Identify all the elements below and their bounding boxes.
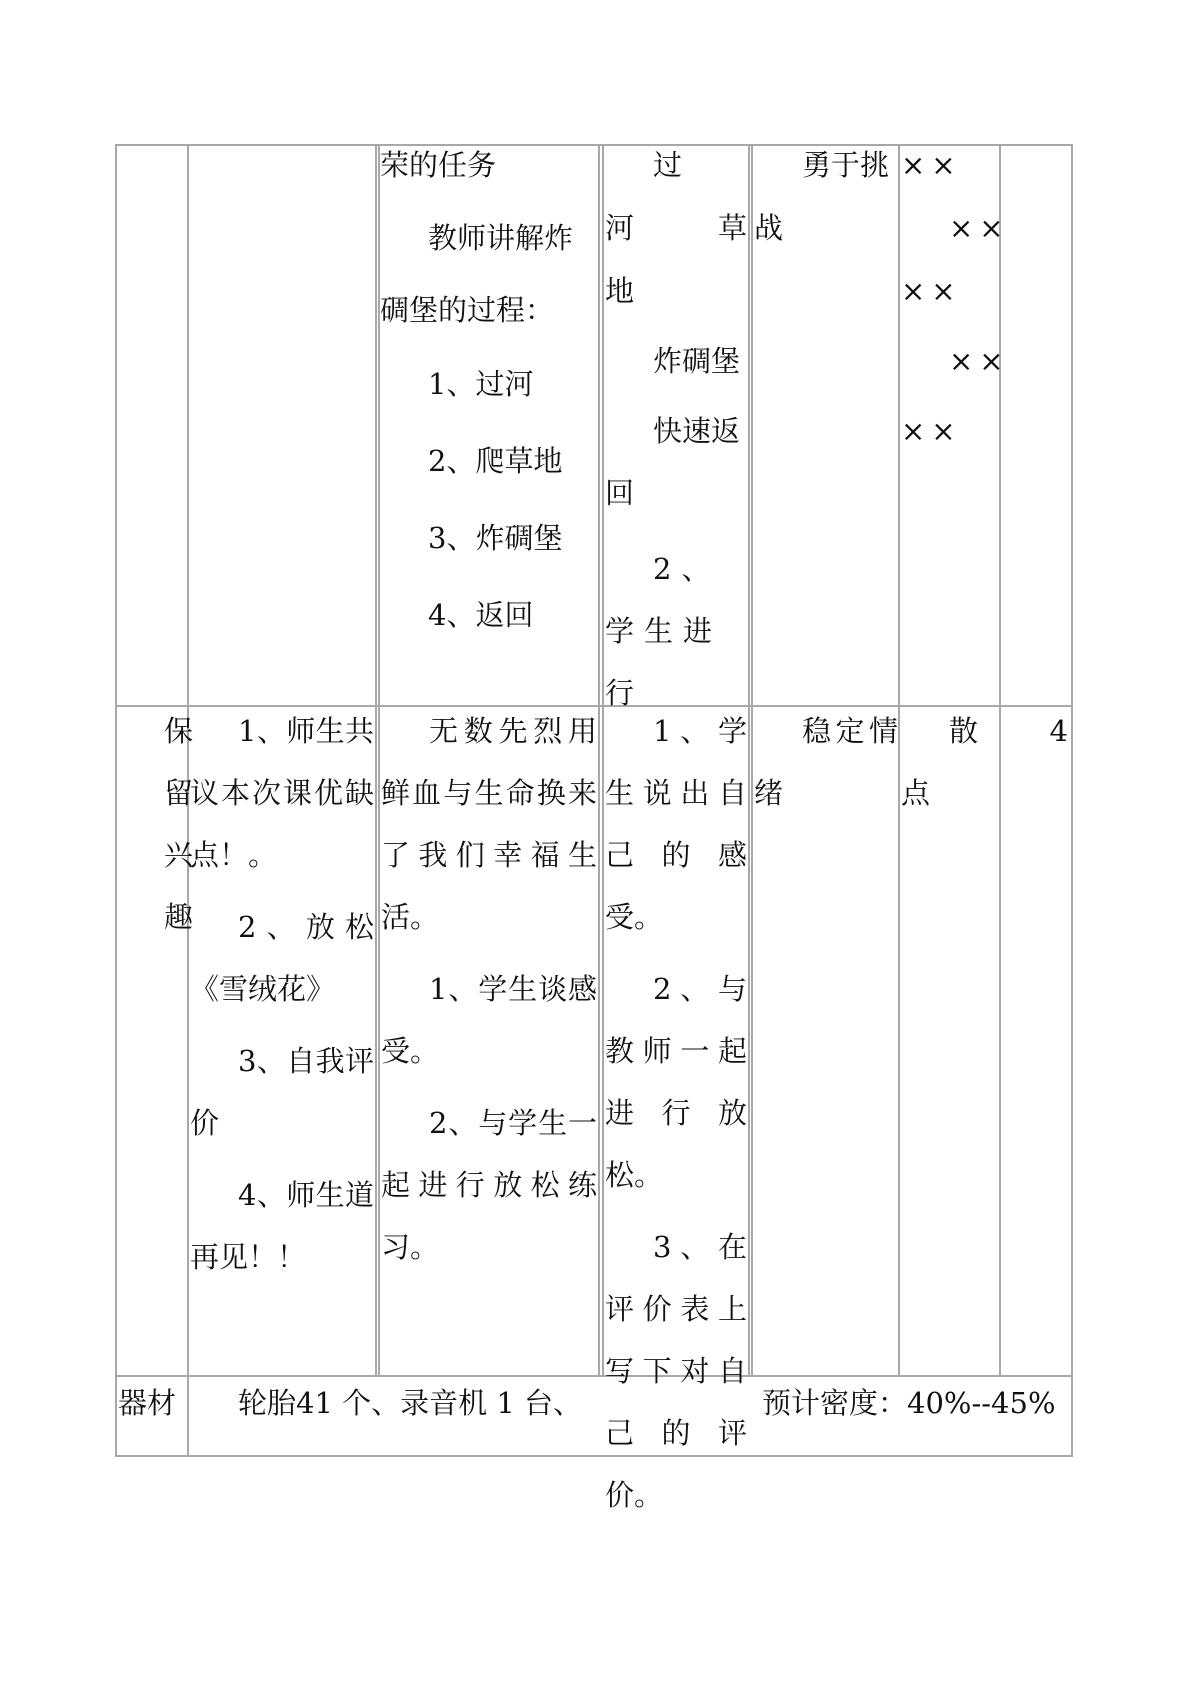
student-line: 炸碉堡 xyxy=(653,344,741,378)
task-line: 1、师生共议本次课优缺点！。 xyxy=(190,714,374,872)
section-label: 保留兴趣 xyxy=(164,714,194,934)
task-line: 4、师生道再见！！ xyxy=(190,1178,374,1274)
formation-line: ×× xyxy=(901,414,962,448)
mid-task-cell xyxy=(190,700,374,1288)
student-line: 草 xyxy=(717,211,747,245)
equipment-label: 器材 xyxy=(118,1386,177,1420)
teacher-line: 2、与学生一起进行放松练习。 xyxy=(381,1106,597,1264)
content-line: 1、过河 xyxy=(428,367,534,401)
content-line: 4、返回 xyxy=(428,598,534,632)
top-student-cell xyxy=(605,134,747,724)
formation-line: ×× xyxy=(901,148,962,182)
student-line: 快速返回 xyxy=(605,414,741,510)
student-line: 2、与教师一起进行放松。 xyxy=(605,972,747,1192)
teacher-line: 无数先烈用鲜血与生命换来了我们幸福生活。 xyxy=(381,714,597,934)
student-line: 3、在评价表上写下对自己的评价。 xyxy=(605,1230,747,1512)
student-line: 过 xyxy=(653,148,683,182)
task-line: 3、自我评价 xyxy=(190,1044,374,1140)
goal-line: 勇于挑 xyxy=(802,148,890,182)
density-text: 预计密度：40%--45% xyxy=(762,1386,1056,1420)
time-value: 4 xyxy=(1049,714,1068,748)
top-goal-cell xyxy=(754,134,898,260)
top-formation-cell xyxy=(901,134,1011,462)
equipment-text: 轮胎41 个、录音机 1 台、 xyxy=(238,1386,583,1420)
content-line: 教师讲解炸碉堡的过程： xyxy=(380,221,574,327)
student-line: 河 xyxy=(605,211,635,245)
formation-line: ×× xyxy=(901,274,962,308)
goal-line: 稳定情绪 xyxy=(754,714,898,810)
student-line: 1、学生说出自己的感受。 xyxy=(605,714,747,934)
content-line: 2、爬草地 xyxy=(428,444,563,478)
formation-line: 散点 xyxy=(901,714,979,810)
mid-goal-cell xyxy=(754,700,898,824)
student-line-row xyxy=(605,196,747,260)
mid-teacher-cell xyxy=(381,700,597,1278)
teacher-line: 1、学生谈感受。 xyxy=(381,972,597,1068)
student-line: 地 xyxy=(605,274,635,308)
mid-formation-cell xyxy=(901,700,997,824)
formation-line: ×× xyxy=(949,344,1010,378)
goal-line: 战 xyxy=(754,211,784,245)
formation-line: ×× xyxy=(949,211,1010,245)
top-content-cell xyxy=(380,134,598,654)
student-line: 2、学生进行 xyxy=(605,552,723,710)
content-line: 3、炸碉堡 xyxy=(428,521,563,555)
content-line: 荣的任务 xyxy=(380,148,497,182)
task-line: 2、放松《雪绒花》 xyxy=(190,910,374,1006)
